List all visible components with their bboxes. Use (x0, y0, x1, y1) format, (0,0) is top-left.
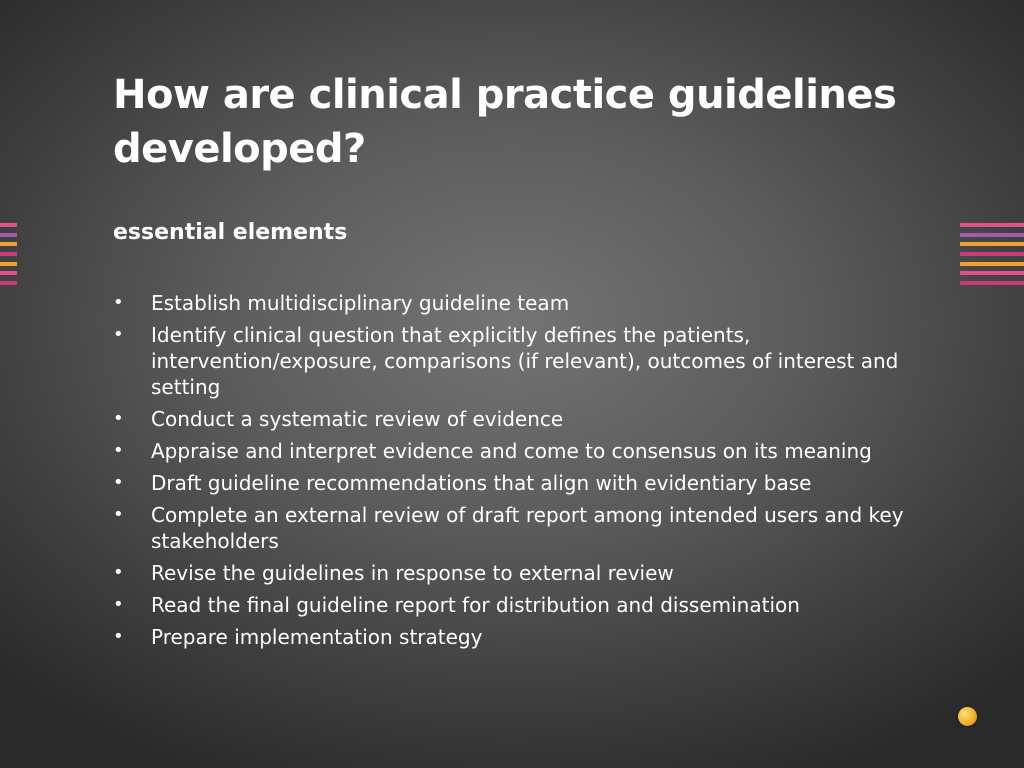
list-item-text: Draft guideline recommendations that align with evidentiary base (151, 471, 812, 495)
stripe (960, 233, 1024, 237)
slide-title: How are clinical practice guidelines developed? (113, 72, 897, 172)
stripe (960, 223, 1024, 227)
bullet-icon: • (113, 408, 124, 429)
list-item (113, 560, 933, 586)
bullet-icon: • (113, 594, 124, 615)
list-item (113, 406, 933, 432)
list-item-text: Identify clinical question that explicitly defines the patients, intervention/exposure, comparisons (if relevant), outcomes of interest and setting (151, 323, 899, 399)
list-item (113, 322, 933, 400)
stripe (960, 252, 1024, 256)
bullet-icon: • (113, 472, 124, 493)
bullet-icon: • (113, 292, 124, 313)
bullet-icon: • (113, 440, 124, 461)
list-item-text: Read the final guideline report for distribution and dissemination (151, 593, 800, 617)
stripe (960, 271, 1024, 275)
bullet-icon: • (113, 626, 124, 647)
list-item (113, 290, 933, 316)
stripe (0, 223, 17, 227)
list-item (113, 624, 933, 650)
list-item (113, 502, 933, 554)
list-item-text: Appraise and interpret evidence and come to consensus on its meaning (151, 439, 872, 463)
bullet-icon: • (113, 324, 124, 345)
left-stripe-decoration (0, 223, 17, 285)
stripe (960, 262, 1024, 266)
stripe (960, 281, 1024, 285)
list-item-text: Complete an external review of draft report among intended users and key stakeholders (151, 503, 904, 553)
stripe (0, 233, 17, 237)
bullet-list (113, 290, 933, 656)
orange-circle-nav-icon[interactable] (958, 707, 977, 726)
list-item-text: Prepare implementation strategy (151, 625, 483, 649)
stripe (0, 242, 17, 246)
list-item (113, 438, 933, 464)
list-item (113, 592, 933, 618)
stripe (0, 252, 17, 256)
stripe (0, 271, 17, 275)
bullet-icon: • (113, 504, 124, 525)
list-item-text: Revise the guidelines in response to external review (151, 561, 674, 585)
stripe (0, 262, 17, 266)
stripe (0, 281, 17, 285)
right-stripe-decoration (960, 223, 1024, 285)
stripe (960, 242, 1024, 246)
list-item-text: Conduct a systematic review of evidence (151, 407, 564, 431)
slide-subtitle: essential elements (113, 220, 348, 245)
bullet-icon: • (113, 562, 124, 583)
list-item-text: Establish multidisciplinary guideline team (151, 291, 570, 315)
list-item (113, 470, 933, 496)
